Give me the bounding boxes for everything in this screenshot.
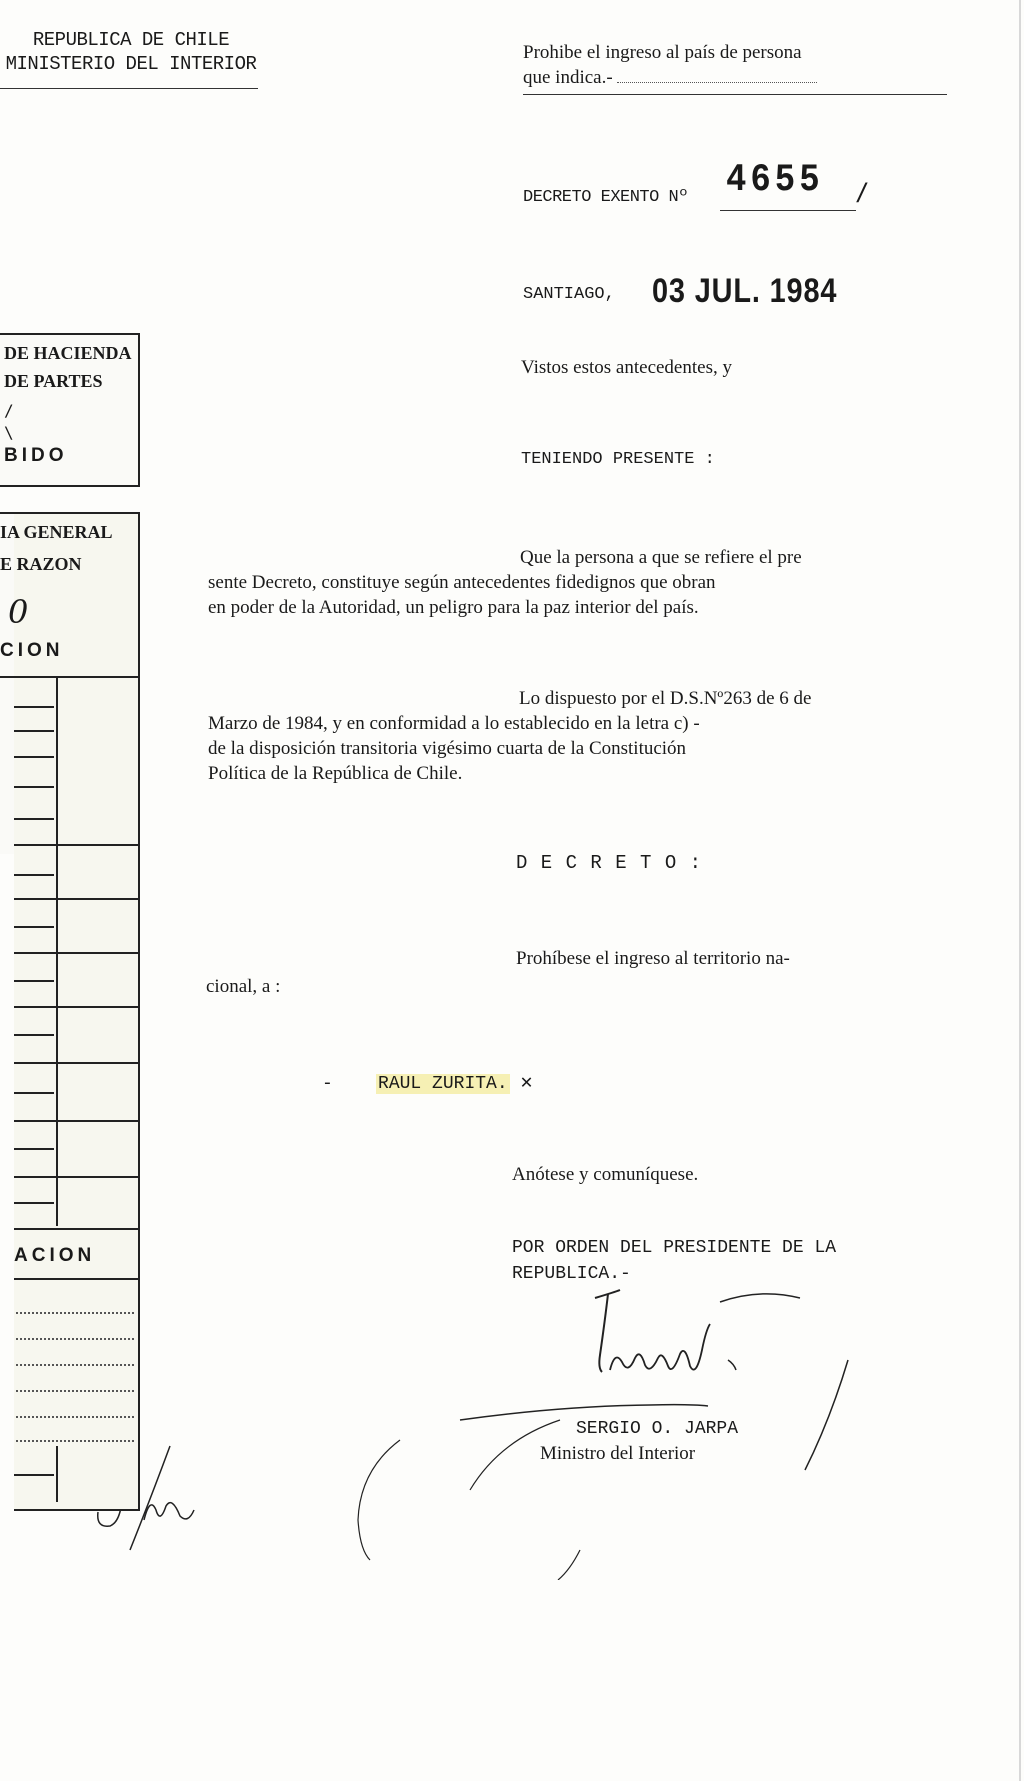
por-orden-line2: REPUBLICA.- bbox=[512, 1264, 631, 1284]
ministry-header bbox=[0, 28, 262, 76]
scan-edge bbox=[1019, 0, 1021, 1781]
person-name: RAUL ZURITA. bbox=[378, 1074, 508, 1094]
dotted-line bbox=[16, 1416, 134, 1418]
stamp2-mark: 0 bbox=[8, 593, 29, 631]
stamp2-line3: CION bbox=[0, 640, 64, 661]
ministry-label: MINISTERIO DEL INTERIOR bbox=[5, 53, 257, 75]
register-row bbox=[14, 1062, 138, 1064]
para2-line3: de la disposición transitoria vigésimo cuarta de la Constitución bbox=[208, 738, 687, 759]
subject-rule bbox=[523, 94, 947, 95]
decreto-heading: D E C R E T O : bbox=[516, 852, 703, 874]
slash-mark: / bbox=[855, 178, 870, 206]
register-row bbox=[14, 952, 138, 954]
register-column-divider bbox=[56, 676, 58, 1226]
subject-line-2: que indica.- bbox=[523, 65, 953, 90]
register-row bbox=[14, 786, 54, 788]
register-row bbox=[14, 926, 54, 928]
register-row bbox=[14, 756, 54, 758]
register-row bbox=[14, 730, 54, 732]
register-rule bbox=[14, 1278, 138, 1280]
anotese-text: Anótese y comuníquese. bbox=[512, 1164, 699, 1185]
register-row bbox=[14, 1006, 138, 1008]
vistos-text: Vistos estos antecedentes, y bbox=[521, 357, 732, 378]
register-row bbox=[14, 1092, 54, 1094]
register-row bbox=[14, 706, 54, 708]
signer-title: Ministro del Interior bbox=[540, 1443, 696, 1464]
dotted-line bbox=[16, 1312, 134, 1314]
decree-number-rule bbox=[720, 210, 856, 211]
tick-mark-icon: / bbox=[4, 401, 14, 420]
para1-line2: sente Decreto, constituye según antecedentes fidedignos que obran bbox=[208, 572, 716, 593]
stamp2-line1: IA GENERAL bbox=[0, 522, 113, 542]
para1-line1: Que la persona a que se refiere el pre bbox=[520, 547, 802, 568]
para2-line4: Política de la República de Chile. bbox=[208, 763, 463, 784]
register-row bbox=[14, 1176, 138, 1178]
register-row bbox=[14, 874, 54, 876]
register-row bbox=[14, 898, 138, 900]
dotted-line bbox=[16, 1390, 134, 1392]
para2-line2: Marzo de 1984, y en conformidad a lo establecido en la letra c) - bbox=[208, 713, 700, 734]
para3-line2: cional, a : bbox=[206, 976, 281, 997]
stamp2-line4: ACION bbox=[14, 1245, 96, 1266]
decree-number: 4655 bbox=[726, 159, 824, 203]
pen-stroke-drawing bbox=[340, 1430, 460, 1610]
header-rule bbox=[0, 88, 258, 89]
register-row bbox=[14, 1202, 54, 1204]
register-rule bbox=[0, 676, 138, 678]
para3-line1: Prohíbese el ingreso al territorio na- bbox=[516, 948, 790, 969]
dotted-line bbox=[16, 1364, 134, 1366]
partes-stamp bbox=[0, 333, 140, 487]
register-row bbox=[14, 844, 138, 846]
stamp2-line2: E RAZON bbox=[0, 554, 82, 574]
person-entry bbox=[322, 1069, 533, 1095]
register-row bbox=[14, 1228, 138, 1230]
republic-label: REPUBLICA DE CHILE bbox=[32, 29, 230, 51]
por-orden-line1: POR ORDEN DEL PRESIDENTE DE LA bbox=[512, 1238, 837, 1258]
tick-mark-icon: \ bbox=[4, 423, 14, 442]
signer-name: SERGIO O. JARPA bbox=[576, 1419, 739, 1439]
stamp1-line1: DE HACIENDA bbox=[4, 343, 132, 363]
dotted-line bbox=[16, 1440, 134, 1442]
register-row bbox=[14, 1034, 54, 1036]
stamp1-line2: DE PARTES bbox=[4, 371, 103, 391]
stamp1-line3: BIDO bbox=[4, 445, 68, 466]
register-column-divider bbox=[56, 1446, 58, 1502]
decree-number-label: DECRETO EXENTO Nº bbox=[523, 188, 688, 207]
person-dash: - bbox=[322, 1074, 333, 1094]
place-label: SANTIAGO, bbox=[523, 285, 615, 304]
x-mark-icon: ✕ bbox=[520, 1072, 533, 1095]
para2-line1: Lo dispuesto por el D.S.Nº263 de 6 de bbox=[519, 688, 812, 709]
register-row bbox=[14, 1474, 54, 1476]
decree-subject bbox=[523, 40, 953, 90]
subject-line-1: Prohibe el ingreso al país de persona bbox=[523, 42, 802, 63]
decree-date-stamp: 03 JUL. 1984 bbox=[652, 272, 838, 310]
para1-line3: en poder de la Autoridad, un peligro para la paz interior del país. bbox=[208, 597, 699, 618]
register-row bbox=[14, 1120, 138, 1122]
register-row bbox=[14, 1148, 54, 1150]
teniendo-heading: TENIENDO PRESENTE : bbox=[521, 450, 715, 469]
register-row bbox=[14, 980, 54, 982]
register-row bbox=[14, 818, 54, 820]
dotted-line bbox=[16, 1338, 134, 1340]
